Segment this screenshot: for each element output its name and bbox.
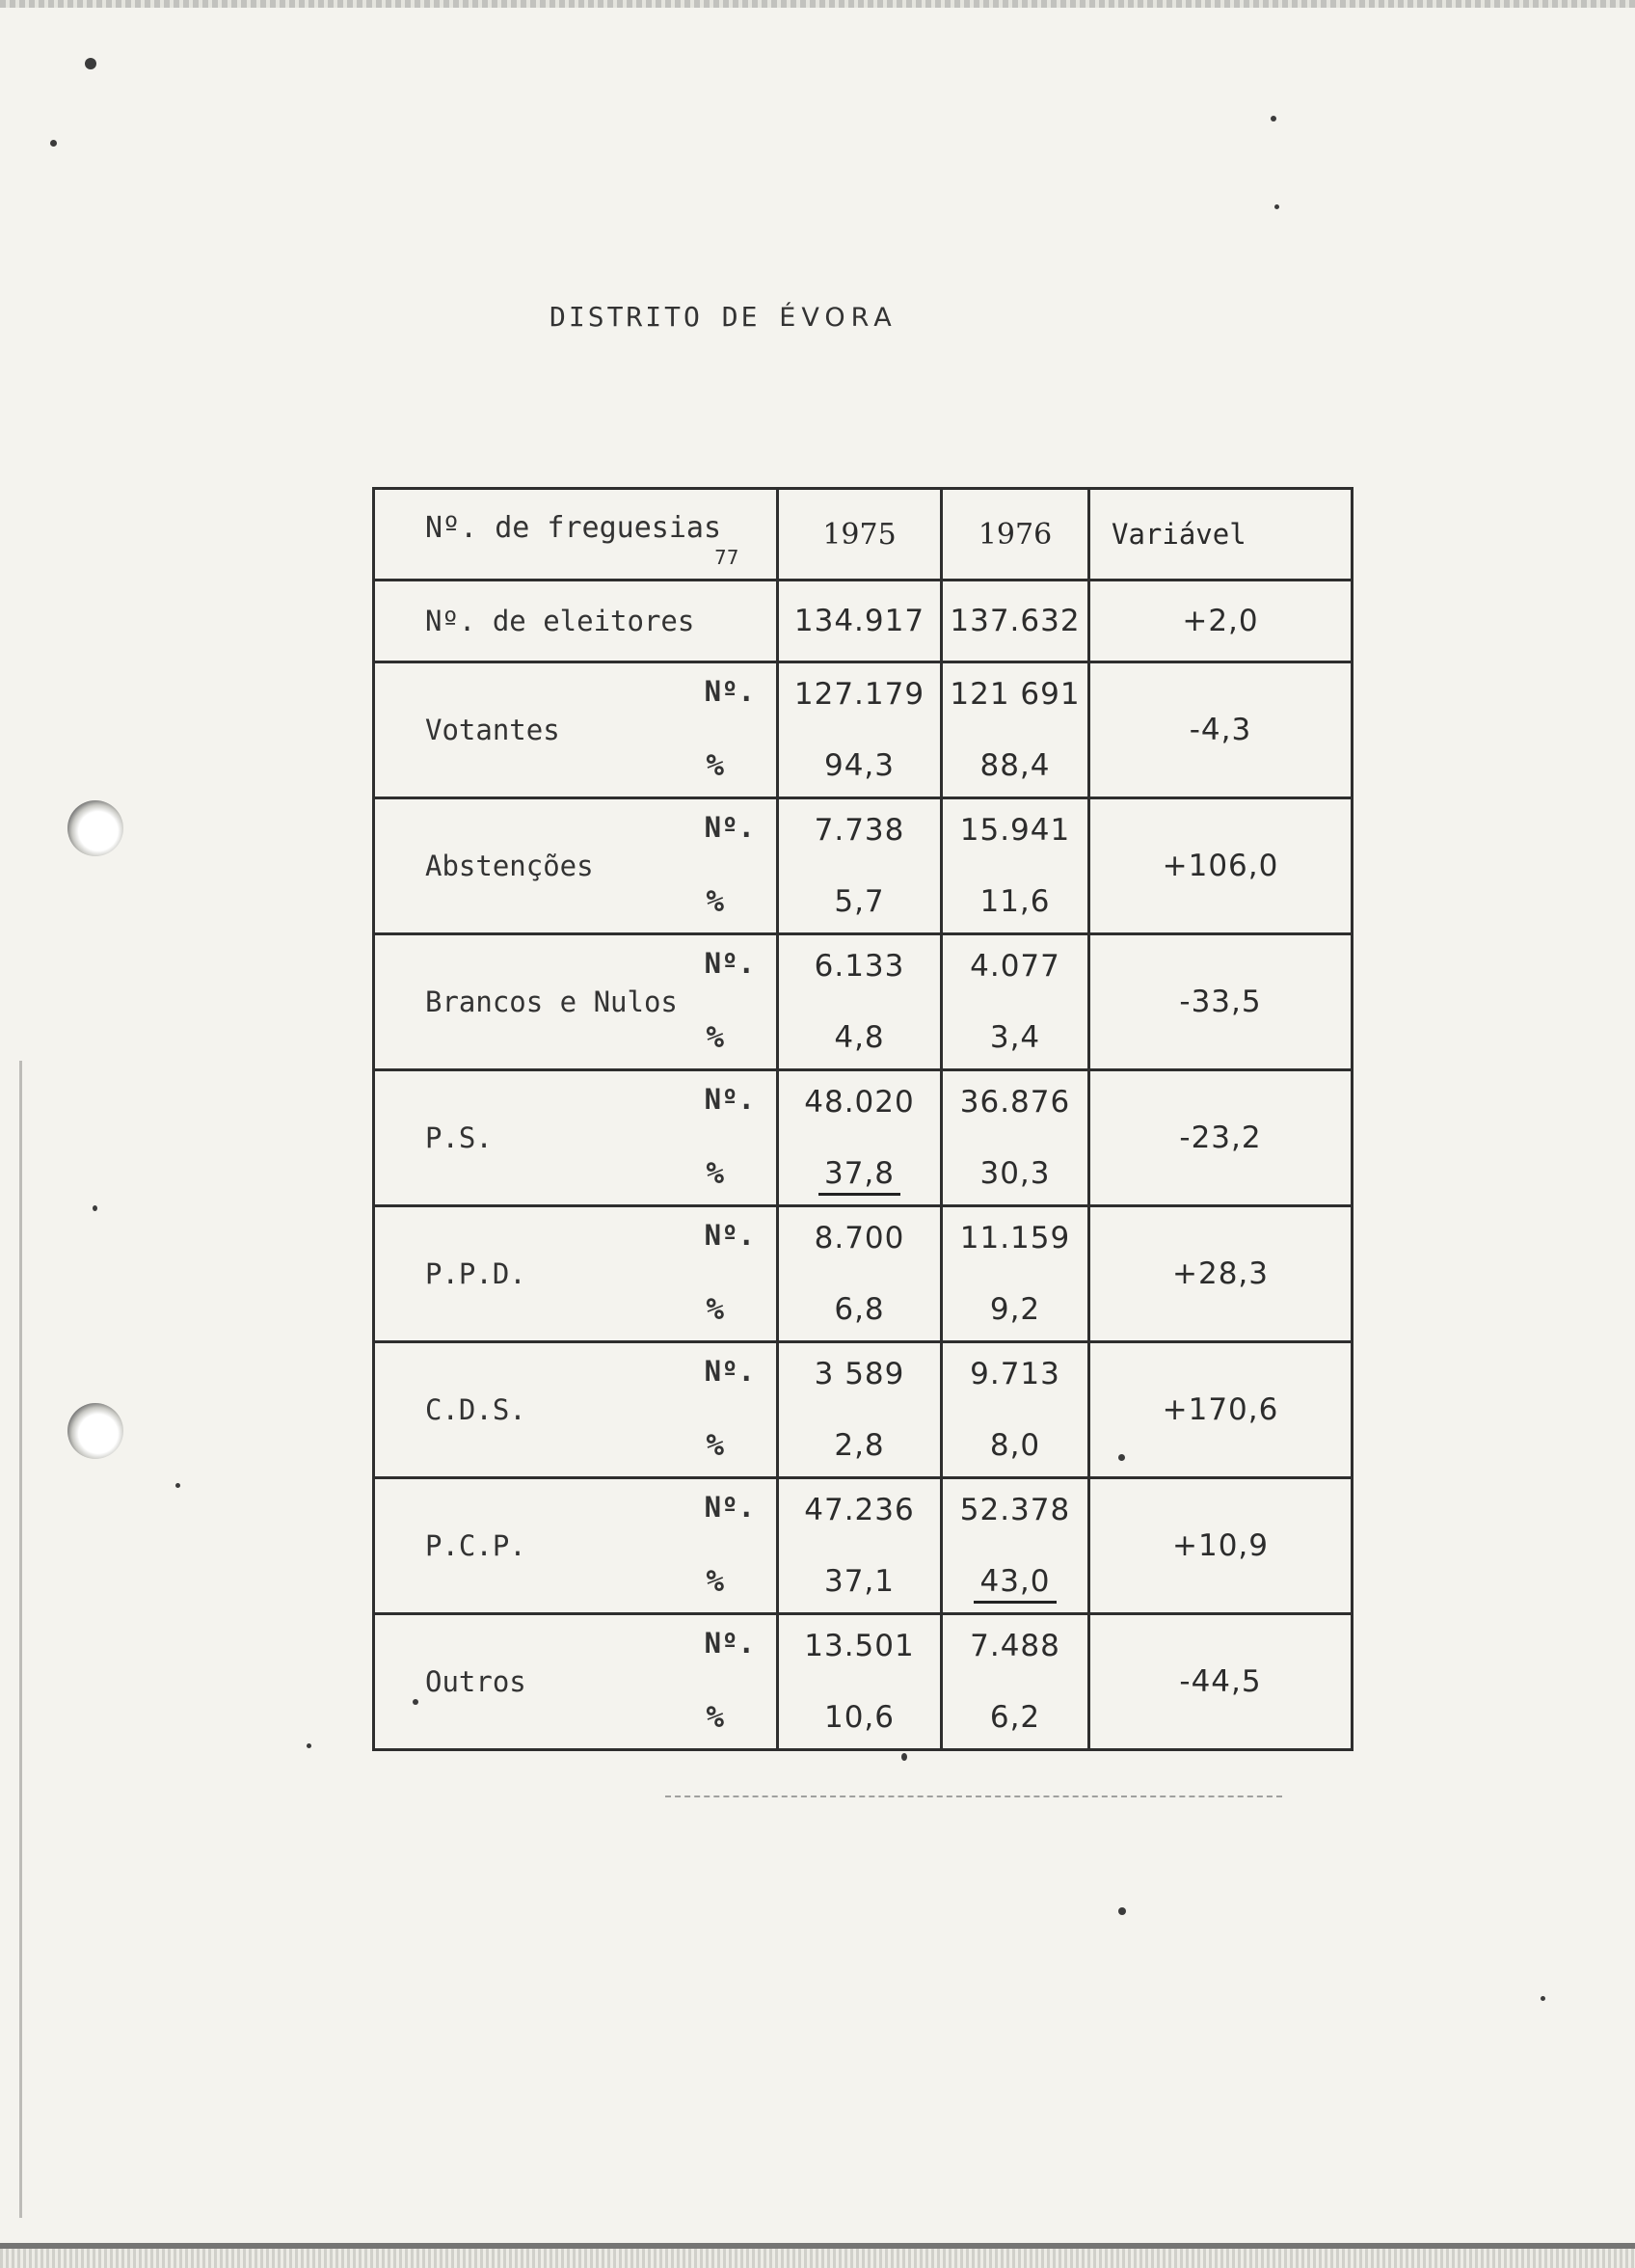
row-pct-key: % bbox=[706, 1020, 724, 1055]
row-label: Outros bbox=[425, 1665, 526, 1698]
row-num-key: Nº. bbox=[704, 947, 755, 980]
table-row bbox=[374, 662, 1353, 798]
table-row bbox=[374, 934, 1353, 1070]
table-header-row bbox=[374, 489, 1353, 580]
row-num-key: Nº. bbox=[704, 1355, 755, 1388]
punch-hole-lower bbox=[67, 1403, 123, 1459]
scan-speck bbox=[85, 58, 96, 69]
row-n1975: 8.700 bbox=[814, 1221, 905, 1256]
row-num-key: Nº. bbox=[704, 1491, 755, 1524]
scan-speck bbox=[1118, 1907, 1126, 1915]
row-change: +170,6 bbox=[1089, 1342, 1353, 1478]
row-n1975: 127.179 bbox=[793, 677, 925, 712]
row-n1975: 13.501 bbox=[804, 1629, 915, 1663]
row-change: +106,0 bbox=[1089, 798, 1353, 934]
document-title bbox=[549, 301, 898, 333]
election-results-table bbox=[372, 487, 1354, 1751]
row-n1976: 121 691 bbox=[950, 677, 1081, 712]
row-pct-key: % bbox=[706, 1428, 724, 1463]
title-handwritten: ÉVORA bbox=[779, 303, 898, 333]
header-parishes-count: 77 bbox=[714, 546, 739, 569]
scan-speck bbox=[1541, 1996, 1545, 2001]
scan-speck bbox=[1274, 204, 1279, 209]
title-typed: DISTRITO DE bbox=[549, 301, 761, 333]
voters-1976: 137.632 bbox=[942, 580, 1089, 662]
table-row bbox=[374, 1478, 1353, 1614]
row-p1976: 11,6 bbox=[979, 884, 1051, 919]
row-n1976: 36.876 bbox=[959, 1085, 1071, 1120]
scan-left-edge bbox=[19, 1061, 22, 2218]
scan-speck bbox=[175, 1483, 180, 1488]
row-pct-key: % bbox=[706, 1156, 724, 1191]
scan-speck bbox=[50, 140, 57, 147]
scan-speck bbox=[307, 1743, 311, 1748]
row-change: +10,9 bbox=[1089, 1478, 1353, 1614]
row-p1975: 4,8 bbox=[834, 1020, 885, 1055]
row-num-key: Nº. bbox=[704, 1083, 755, 1116]
row-n1976: 11.159 bbox=[959, 1221, 1071, 1256]
row-n1976: 52.378 bbox=[959, 1493, 1071, 1527]
row-p1975: 2,8 bbox=[834, 1428, 885, 1463]
row-n1975: 6.133 bbox=[814, 949, 905, 984]
row-change: +28,3 bbox=[1089, 1206, 1353, 1342]
table-row bbox=[374, 798, 1353, 934]
row-p1976: 9,2 bbox=[989, 1292, 1041, 1327]
row-num-key: Nº. bbox=[704, 811, 755, 844]
row-change: -4,3 bbox=[1089, 662, 1353, 798]
row-p1975: 37,8 bbox=[818, 1156, 900, 1196]
header-parishes-cell bbox=[374, 489, 778, 580]
row-num-key: Nº. bbox=[704, 1627, 755, 1660]
row-pct-key: % bbox=[706, 884, 724, 919]
row-p1976: 43,0 bbox=[974, 1564, 1056, 1604]
scan-speck bbox=[901, 1753, 907, 1761]
row-pct-key: % bbox=[706, 1564, 724, 1599]
voters-label: Nº. de eleitores bbox=[425, 605, 695, 637]
row-pct-key: % bbox=[706, 748, 724, 783]
table-row bbox=[374, 1342, 1353, 1478]
header-year-1975: 1975 bbox=[778, 489, 942, 580]
voters-change: +2,0 bbox=[1089, 580, 1353, 662]
row-label: Brancos e Nulos bbox=[425, 986, 678, 1018]
row-num-key: Nº. bbox=[704, 1219, 755, 1252]
scan-bottom-strip bbox=[0, 2249, 1635, 2268]
row-p1975: 5,7 bbox=[834, 884, 885, 919]
row-label: P.C.P. bbox=[425, 1529, 526, 1562]
header-year-1976: 1976 bbox=[942, 489, 1089, 580]
scan-dashed-line bbox=[665, 1796, 1282, 1797]
row-n1975: 3 589 bbox=[814, 1357, 905, 1391]
row-p1976: 88,4 bbox=[979, 748, 1051, 783]
row-num-key: Nº. bbox=[704, 675, 755, 708]
row-label: P.S. bbox=[425, 1121, 493, 1154]
row-label: P.P.D. bbox=[425, 1257, 526, 1290]
row-p1975: 6,8 bbox=[834, 1292, 885, 1327]
row-p1976: 3,4 bbox=[989, 1020, 1041, 1055]
header-change: Variável bbox=[1089, 489, 1353, 580]
header-parishes-label: Nº. de freguesias bbox=[425, 511, 722, 545]
row-p1975: 37,1 bbox=[823, 1564, 896, 1599]
row-n1975: 47.236 bbox=[804, 1493, 915, 1527]
row-p1975: 10,6 bbox=[823, 1700, 896, 1735]
row-n1976: 9.713 bbox=[970, 1357, 1060, 1391]
row-label: Votantes bbox=[425, 714, 560, 746]
row-n1976: 4.077 bbox=[970, 949, 1060, 984]
table-row bbox=[374, 1070, 1353, 1206]
row-p1975: 94,3 bbox=[823, 748, 896, 783]
row-n1975: 7.738 bbox=[814, 813, 905, 848]
punch-hole-upper bbox=[67, 800, 123, 856]
table-row bbox=[374, 1614, 1353, 1750]
row-change: -23,2 bbox=[1089, 1070, 1353, 1206]
row-n1976: 15.941 bbox=[959, 813, 1071, 848]
row-pct-key: % bbox=[706, 1292, 724, 1327]
row-label: C.D.S. bbox=[425, 1393, 526, 1426]
row-n1976: 7.488 bbox=[970, 1629, 1060, 1663]
row-change: -33,5 bbox=[1089, 934, 1353, 1070]
row-change: -44,5 bbox=[1089, 1614, 1353, 1750]
voters-label-cell bbox=[374, 580, 778, 662]
scan-speck bbox=[1271, 116, 1276, 122]
row-p1976: 30,3 bbox=[979, 1156, 1051, 1191]
row-p1976: 8,0 bbox=[989, 1428, 1041, 1463]
row-pct-key: % bbox=[706, 1700, 724, 1735]
row-n1975: 48.020 bbox=[804, 1085, 915, 1120]
scan-top-edge bbox=[0, 0, 1635, 8]
voters-1975: 134.917 bbox=[778, 580, 942, 662]
row-p1976: 6,2 bbox=[989, 1700, 1041, 1735]
table-row bbox=[374, 1206, 1353, 1342]
row-label: Abstenções bbox=[425, 850, 594, 882]
scan-speck bbox=[93, 1205, 97, 1211]
voters-row bbox=[374, 580, 1353, 662]
